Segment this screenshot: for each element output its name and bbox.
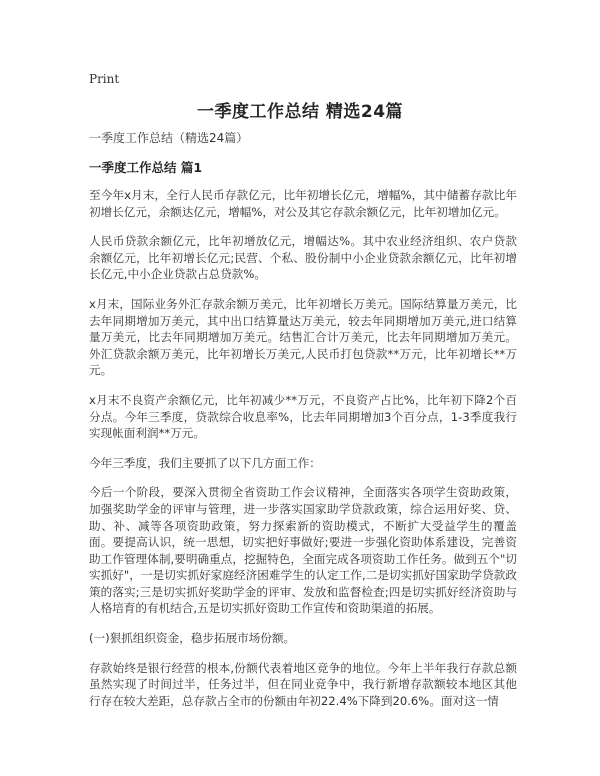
document-body	[89, 130, 517, 722]
paragraph-6: 今后一个阶段，要深入贯彻全省资助工作会议精神，全面落实各项学生资助政策，加强奖助学金的评审与管理，进一步落实国家助学贷款政策，综合运用好奖、贷、助、补、减等各项资助政策，努力探索新的资助模式，不断扩大受益学生的覆盖面。要提高认识，统一思想，切实把好事做好;要进一步强化资助体系建设，完善资助工作管理体制,要明确重点，挖掘特色，全面完成各项资助工作任务。做到五个"切实抓好"，一是切实抓好家庭经济困难学生的认定工作,二是切实抓好国家助学贷款政策的落实;三是切实抓好奖助学金的评审、发放和监督检查;四是切实抓好经济资助与人格培育的有机结合,五是切实抓好资助工作宣传和资助渠道的拓展。	[89, 485, 517, 616]
paragraph-3: x月末，国际业务外汇存款余额万美元，比年初增长万美元。国际结算量万美元，比去年同期增加万美元，其中出口结算量达万美元，较去年同期增加万美元,进口结算量万美元，比去年同期增加万美元。结售汇合计万美元，比去年同期增加万美元。外汇贷款余额万美元，比年初增长万美元,人民币打包贷款**万元，比年初增长**万元。	[89, 296, 517, 378]
document-title: 一季度工作总结 精选24篇	[196, 102, 404, 122]
paragraph-1: 至今年x月末，全行人民币存款亿元，比年初增长亿元，增幅%，其中储蓄存款比年初增长亿元，余额达亿元，增幅%，对公及其它存款余额亿元，比年初增加亿元。	[89, 188, 517, 219]
section-heading: 一季度工作总结 篇1	[89, 160, 203, 175]
paragraph-2: 人民币贷款余额亿元，比年初增放亿元，增幅达%。其中农业经济组织、农户贷款余额亿元，比年初增长亿元;民营、个私、股份制中小企业贷款余额亿元，比年初增长亿元,中小企业贷款占总贷款%。	[89, 234, 517, 282]
document-subtitle: 一季度工作总结（精选24篇）	[89, 131, 249, 145]
paragraph-8: 存款始终是银行经营的根本,份额代表着地区竞争的地位。今年上半年我行存款总额虽然实现了时间过半，任务过半，但在同业竞争中，我行新增存款额较本地区其他行存在较大差距，总存款占全市的份额由年初22.4%下降到20.6%。面对这一情	[89, 660, 517, 708]
paragraph-5: 今年三季度，我们主要抓了以下几方面工作：	[89, 455, 321, 470]
print-link[interactable]: Print	[89, 72, 120, 86]
paragraph-7: (一)狠抓组织资金，稳步拓展市场份额。	[89, 631, 296, 646]
paragraph-4: x月末不良资产余额亿元，比年初减少**万元，不良资产占比%，比年初下降2个百分点。今年三季度，贷款综合收息率%，比去年同期增加3个百分点，1-3季度我行实现帐面利润**万元。	[89, 392, 517, 441]
